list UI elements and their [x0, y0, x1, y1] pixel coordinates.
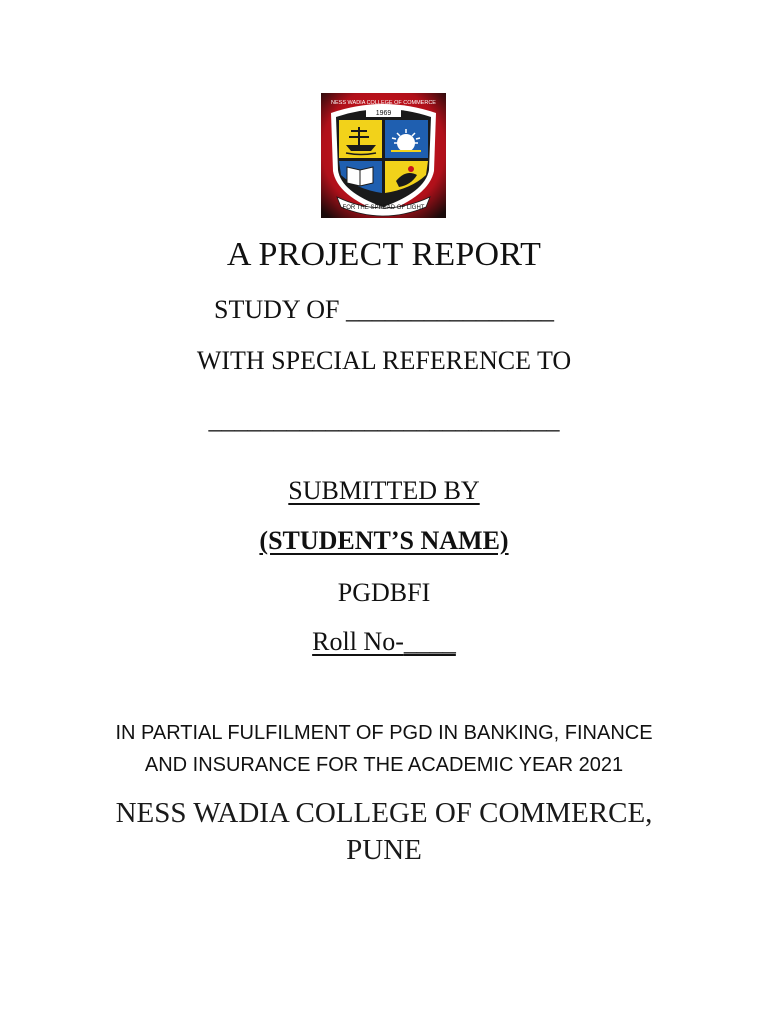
crest-year: 1969 — [375, 110, 392, 117]
special-reference-line: WITH SPECIAL REFERENCE TO — [196, 346, 572, 375]
roll-number-label: Roll No- — [312, 627, 404, 656]
fulfilment-line-1: IN PARTIAL FULFILMENT OF PGD IN BANKING, FINANCE — [115, 722, 653, 744]
fulfilment-statement — [0, 717, 768, 781]
blank-fill-line: ___________________________ — [208, 405, 560, 434]
report-title: A PROJECT REPORT — [226, 236, 542, 273]
college-name: NESS WADIA COLLEGE OF COMMERCE, — [115, 797, 653, 829]
college-name-block — [0, 795, 768, 869]
roll-number-line — [0, 627, 768, 657]
course-name: PGDBFI — [337, 578, 431, 607]
roll-number-blank: ____ — [403, 627, 456, 656]
student-name-text: (STUDENT’S NAME) — [259, 526, 509, 555]
college-city: PUNE — [346, 834, 422, 866]
college-crest-logo — [321, 93, 446, 218]
submitted-by-text: SUBMITTED BY — [288, 476, 480, 505]
crest-top-text: NESS WADIA COLLEGE OF COMMERCE — [331, 100, 436, 106]
study-of-line: STUDY OF ________________ — [214, 295, 554, 324]
student-name-heading — [0, 526, 768, 556]
submitted-by-heading — [0, 476, 768, 506]
fulfilment-line-2: AND INSURANCE FOR THE ACADEMIC YEAR 2021 — [144, 754, 624, 776]
crest-motto: FOR THE SPREAD OF LIGHT — [342, 205, 425, 211]
